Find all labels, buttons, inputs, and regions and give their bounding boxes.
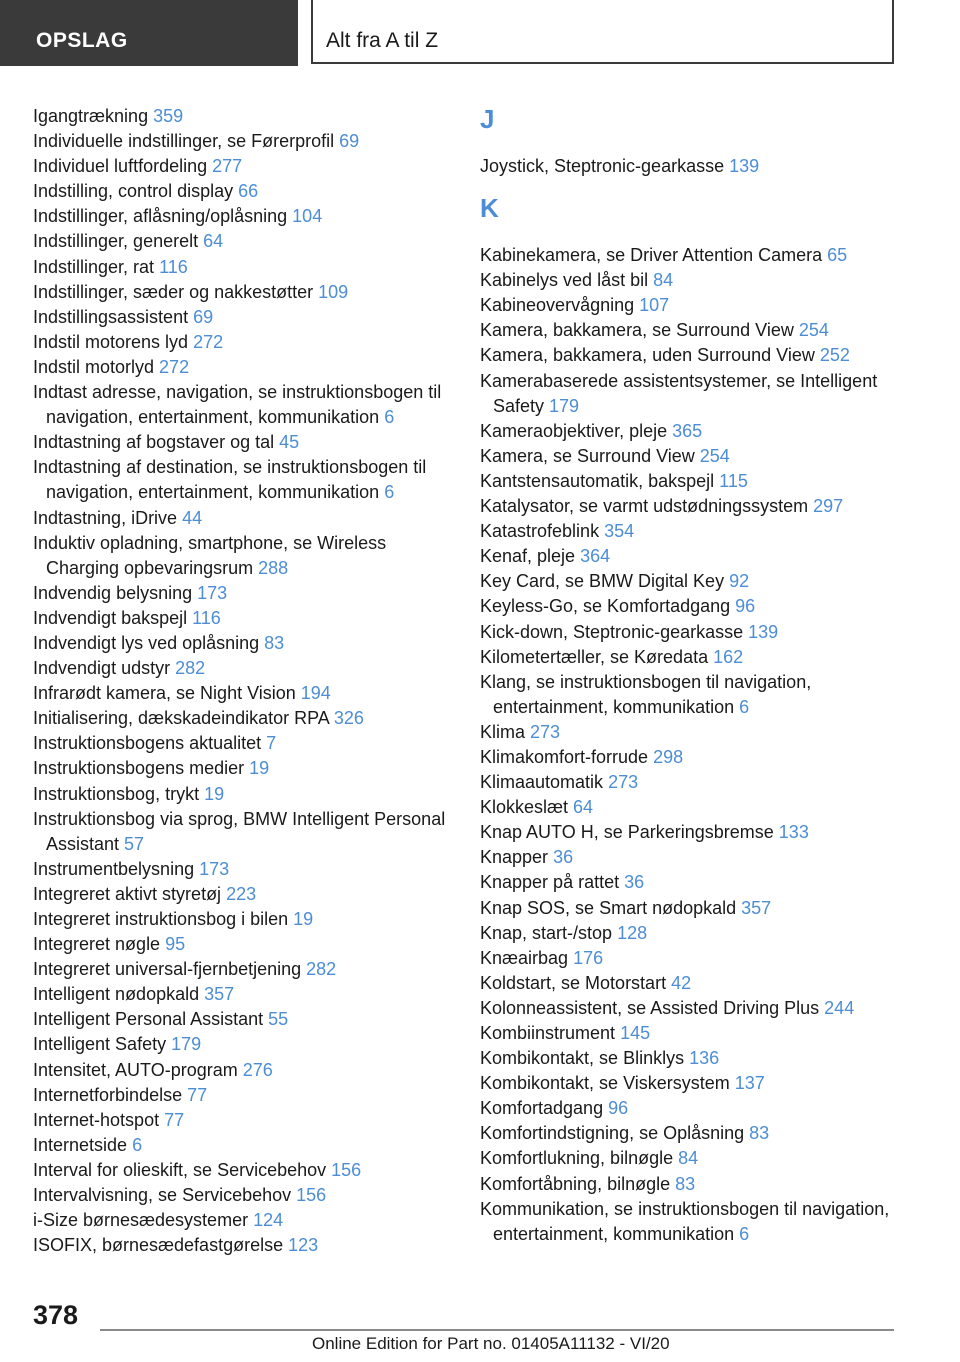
entry-term: Individuelle indstillinger, se Førerprofil xyxy=(33,131,340,152)
page-reference-link[interactable]: 19 xyxy=(249,758,270,779)
page-reference-link[interactable]: 123 xyxy=(288,1235,319,1256)
entry-term: Indvendigt udstyr xyxy=(33,658,176,679)
page-reference-link[interactable]: 42 xyxy=(671,972,692,993)
index-entry xyxy=(33,756,453,781)
index-entry xyxy=(33,681,453,706)
page-title: Alt fra A til Z xyxy=(311,0,894,64)
page-reference-link[interactable]: 176 xyxy=(573,947,604,968)
entry-term: Intensitet, AUTO-program xyxy=(33,1059,243,1080)
page-reference-link[interactable]: 354 xyxy=(604,521,635,542)
index-entry xyxy=(33,280,453,305)
entry-term: Kamera, bakkamera, se Surround View xyxy=(480,320,799,341)
entry-term: Kantstensautomatik, bakspejl xyxy=(480,470,720,491)
index-entry xyxy=(480,1046,900,1071)
page-reference-link[interactable]: 272 xyxy=(159,356,190,377)
page-reference-link[interactable]: 276 xyxy=(242,1059,273,1080)
entry-term: Intervalvisning, se Servicebehov xyxy=(33,1185,297,1206)
entry-term: Instrumentbelysning xyxy=(33,858,200,879)
index-entry xyxy=(480,243,900,268)
footer-divider xyxy=(100,1329,894,1331)
page-reference-link[interactable]: 162 xyxy=(713,646,744,667)
page-reference-link[interactable]: 44 xyxy=(182,507,203,528)
index-entry xyxy=(480,1197,900,1247)
page-reference-link[interactable]: 36 xyxy=(624,872,645,893)
page-reference-link[interactable]: 69 xyxy=(193,306,214,327)
index-entry xyxy=(33,731,453,756)
entry-term: Indstillingsassistent xyxy=(33,306,194,327)
page-reference-link[interactable]: 223 xyxy=(226,883,257,904)
entry-term: Knapper på rattet xyxy=(480,872,625,893)
index-entry xyxy=(480,369,900,419)
index-entry xyxy=(33,455,453,505)
page-reference-link[interactable]: 6 xyxy=(739,696,750,717)
index-letter-k: K xyxy=(480,193,499,224)
page-reference-link[interactable]: 83 xyxy=(675,1173,696,1194)
index-entry xyxy=(480,293,900,318)
page-reference-link[interactable]: 282 xyxy=(306,959,337,980)
index-entry xyxy=(480,1071,900,1096)
page-reference-link[interactable]: 365 xyxy=(672,420,703,441)
index-entry xyxy=(480,444,900,469)
index-entry xyxy=(33,706,453,731)
entry-term: Knæairbag xyxy=(480,947,574,968)
page-reference-link[interactable]: 109 xyxy=(318,281,349,302)
entry-term: Katalysator, se varmt udstødningssystem xyxy=(480,496,814,517)
index-entry xyxy=(33,656,453,681)
entry-term: Kombikontakt, se Viskersystem xyxy=(480,1073,735,1094)
page-reference-link[interactable]: 6 xyxy=(739,1223,750,1244)
index-entry xyxy=(33,857,453,882)
page-number: 378 xyxy=(33,1300,79,1330)
page-reference-link[interactable]: 6 xyxy=(384,482,395,503)
page-reference-link[interactable]: 64 xyxy=(573,797,594,818)
page-reference-link[interactable]: 244 xyxy=(824,997,855,1018)
index-entry xyxy=(480,720,900,745)
entry-term: Indtast adresse, navigation, se instruktionsbogen til navigation, entertainment, kommunikation xyxy=(33,382,442,428)
entry-term: Indstillinger, aflåsning/oplåsning xyxy=(33,206,293,227)
page-reference-link[interactable]: 57 xyxy=(124,833,145,854)
entry-term: Integreret aktivt styretøj xyxy=(33,883,227,904)
index-entry xyxy=(480,971,900,996)
entry-term: Indvendigt bakspejl xyxy=(33,607,193,628)
page-reference-link[interactable]: 156 xyxy=(296,1185,327,1206)
index-entry xyxy=(480,494,900,519)
page-reference-link[interactable]: 65 xyxy=(827,245,848,266)
index-entry xyxy=(33,1133,453,1158)
entry-term: Joystick, Steptronic-gearkasse xyxy=(480,156,730,176)
index-entry xyxy=(480,996,900,1021)
entry-term: Key Card, se BMW Digital Key xyxy=(480,571,730,592)
entry-term: Klimaautomatik xyxy=(480,772,609,793)
page-reference-link[interactable]: 173 xyxy=(199,858,230,879)
entry-term: Koldstart, se Motorstart xyxy=(480,972,672,993)
index-entry xyxy=(33,380,453,430)
entry-term: Kamera, se Surround View xyxy=(480,445,700,466)
page-reference-link[interactable]: 6 xyxy=(384,407,395,428)
page-reference-link[interactable]: 19 xyxy=(293,909,314,929)
entry-term: Instruktionsbogens medier xyxy=(33,758,250,779)
page-reference-link[interactable]: 104 xyxy=(292,206,323,227)
page-reference-link[interactable]: 7 xyxy=(266,733,277,754)
index-entry xyxy=(33,1007,453,1032)
index-entry xyxy=(480,1121,900,1146)
index-entry xyxy=(480,519,900,544)
page-reference-link[interactable]: 139 xyxy=(748,621,779,642)
entry-term: Internetside xyxy=(33,1134,133,1155)
page-reference-link[interactable]: 133 xyxy=(778,822,809,843)
entry-term: Indtastning, iDrive xyxy=(33,507,183,528)
entry-term: Integreret instruktionsbog i bilen xyxy=(33,909,294,929)
edition-footer: Online Edition for Part no. 01405A11132 - VI/20 xyxy=(312,1334,670,1353)
page-reference-link[interactable]: 107 xyxy=(639,295,670,316)
index-entry xyxy=(33,330,453,355)
page-reference-link[interactable]: 173 xyxy=(197,582,228,603)
page-reference-link[interactable]: 277 xyxy=(212,156,243,177)
entry-term: Kameraobjektiver, pleje xyxy=(480,420,673,441)
entry-term: Intelligent Personal Assistant xyxy=(33,1009,269,1030)
page-reference-link[interactable]: 6 xyxy=(132,1134,143,1155)
page-reference-link[interactable]: 77 xyxy=(164,1109,185,1130)
entry-term: Instruktionsbog via sprog, BMW Intelligent Personal Assistant xyxy=(33,808,446,854)
entry-term: Kommunikation, se instruktionsbogen til navigation, entertainment, kommunikation xyxy=(480,1198,890,1244)
entry-term: Klimakomfort-forrude xyxy=(480,746,654,767)
index-entry xyxy=(480,268,900,293)
index-entry xyxy=(480,1172,900,1197)
entry-term: Igangtrækning xyxy=(33,106,154,126)
page-reference-link[interactable]: 326 xyxy=(333,708,364,729)
index-entry xyxy=(33,882,453,907)
index-entry xyxy=(33,355,453,380)
index-entry xyxy=(480,896,900,921)
entry-term: Katastrofeblink xyxy=(480,521,605,542)
page-reference-link[interactable]: 136 xyxy=(689,1048,720,1069)
entry-term: Indvendigt lys ved oplåsning xyxy=(33,632,265,653)
index-entry xyxy=(33,104,453,129)
index-entry xyxy=(480,544,900,569)
page-header xyxy=(0,0,960,66)
entry-term: Kenaf, pleje xyxy=(480,546,581,567)
index-entry xyxy=(480,1146,900,1171)
page-reference-link[interactable]: 64 xyxy=(203,231,224,252)
entry-term: Komfortåbning, bilnøgle xyxy=(480,1173,676,1194)
entry-term: Knapper xyxy=(480,847,554,868)
entry-term: Integreret nøgle xyxy=(33,934,166,955)
page-reference-link[interactable]: 83 xyxy=(749,1123,770,1144)
page-reference-link[interactable]: 84 xyxy=(653,270,674,291)
entry-term: Infrarødt kamera, se Night Vision xyxy=(33,683,301,704)
index-entry xyxy=(33,229,453,254)
entry-term: Indstil motorlyd xyxy=(33,356,160,377)
index-entry xyxy=(33,1233,453,1258)
page-reference-link[interactable]: 194 xyxy=(300,683,331,704)
entry-term: Klima xyxy=(480,721,531,742)
index-entry xyxy=(480,594,900,619)
index-entry xyxy=(480,1096,900,1121)
index-entry xyxy=(480,154,900,179)
entry-term: Indtastning af destination, se instruktionsbogen til navigation, entertainment, kommunikation xyxy=(33,457,427,503)
entry-term: Kamerabaserede assistentsystemer, se Intelligent Safety xyxy=(480,370,878,416)
page-reference-link[interactable]: 282 xyxy=(175,658,206,679)
entry-term: Kick-down, Steptronic-gearkasse xyxy=(480,621,749,642)
page-reference-link[interactable]: 128 xyxy=(617,922,648,943)
entry-term: Kabinekamera, se Driver Attention Camera xyxy=(480,245,828,266)
entry-term: Komfortlukning, bilnøgle xyxy=(480,1148,679,1169)
index-list-k xyxy=(480,243,900,1247)
entry-term: Interval for olieskift, se Servicebehov xyxy=(33,1159,332,1180)
entry-term: Knap AUTO H, se Parkeringsbremse xyxy=(480,822,779,843)
index-entry xyxy=(33,154,453,179)
index-entry xyxy=(33,631,453,656)
page-reference-link[interactable]: 92 xyxy=(729,571,750,592)
page-reference-link[interactable]: 357 xyxy=(204,984,235,1005)
entry-term: Indstil motorens lyd xyxy=(33,331,194,352)
entry-term: Kombikontakt, se Blinklys xyxy=(480,1048,690,1069)
index-entry xyxy=(480,1021,900,1046)
page-reference-link[interactable]: 96 xyxy=(608,1098,629,1119)
page-reference-link[interactable]: 298 xyxy=(653,746,684,767)
entry-term: Initialisering, dækskadeindikator RPA xyxy=(33,708,334,729)
page-reference-link[interactable]: 45 xyxy=(279,432,300,453)
index-entry xyxy=(480,845,900,870)
page-reference-link[interactable]: 357 xyxy=(741,897,772,918)
page-reference-link[interactable]: 96 xyxy=(735,596,756,617)
index-entry xyxy=(480,795,900,820)
index-entry xyxy=(480,921,900,946)
entry-term: Indstilling, control display xyxy=(33,181,239,202)
index-letter-j: J xyxy=(480,104,495,134)
page-reference-link[interactable]: 252 xyxy=(819,345,850,366)
index-entry xyxy=(33,1208,453,1233)
page-reference-link[interactable]: 288 xyxy=(258,557,289,578)
entry-term: Instruktionsbogens aktualitet xyxy=(33,733,267,754)
page-reference-link[interactable]: 116 xyxy=(159,256,188,277)
page-reference-link[interactable]: 179 xyxy=(171,1034,202,1055)
entry-term: Komfortindstigning, se Oplåsning xyxy=(480,1123,750,1144)
entry-term: Intelligent Safety xyxy=(33,1034,172,1055)
entry-term: Kabineovervågning xyxy=(480,295,640,316)
letter-spacer xyxy=(480,179,900,193)
index-entry xyxy=(33,1083,453,1108)
index-entry xyxy=(480,670,900,720)
entry-term: i-Size børnesædesystemer xyxy=(33,1210,254,1231)
index-list-j xyxy=(480,154,900,179)
entry-term: Komfortadgang xyxy=(480,1098,609,1119)
entry-term: Indstillinger, sæder og nakkestøtter xyxy=(33,281,319,302)
page-reference-link[interactable]: 273 xyxy=(530,721,561,742)
index-entry xyxy=(33,982,453,1007)
index-entry xyxy=(33,430,453,455)
page-reference-link[interactable]: 84 xyxy=(678,1148,699,1169)
entry-term: Induktiv opladning, smartphone, se Wireless Charging opbevaringsrum xyxy=(33,532,387,578)
index-entry xyxy=(33,129,453,154)
page-reference-link[interactable]: 254 xyxy=(798,320,829,341)
entry-term: Klokkeslæt xyxy=(480,797,574,818)
section-label: OPSLAG xyxy=(0,0,298,66)
index-entry xyxy=(33,907,453,932)
index-entry xyxy=(33,1158,453,1183)
index-entry xyxy=(33,204,453,229)
entry-term: Kabinelys ved låst bil xyxy=(480,270,654,291)
index-entry xyxy=(33,255,453,280)
index-entry xyxy=(480,870,900,895)
index-entry xyxy=(33,305,453,330)
index-entry xyxy=(480,318,900,343)
index-entry xyxy=(33,1032,453,1057)
index-entry xyxy=(480,770,900,795)
page-reference-link[interactable]: 359 xyxy=(153,106,184,126)
index-entry xyxy=(33,506,453,531)
page-reference-link[interactable]: 254 xyxy=(699,445,730,466)
index-entry xyxy=(33,807,453,857)
page-reference-link[interactable]: 124 xyxy=(253,1210,284,1231)
index-entry xyxy=(33,1058,453,1083)
entry-term: Knap SOS, se Smart nødopkald xyxy=(480,897,742,918)
index-entry xyxy=(480,343,900,368)
index-entry xyxy=(33,1183,453,1208)
entry-term: Knap, start-/stop xyxy=(480,922,618,943)
entry-term: Indstillinger, generelt xyxy=(33,231,204,252)
page-reference-link[interactable]: 273 xyxy=(608,772,639,793)
index-entry xyxy=(480,946,900,971)
index-entry xyxy=(480,569,900,594)
entry-term: Kombiinstrument xyxy=(480,1023,621,1043)
entry-term: Intelligent nødopkald xyxy=(33,984,205,1005)
index-entry xyxy=(480,419,900,444)
entry-term: Indtastning af bogstaver og tal xyxy=(33,432,280,453)
page-reference-link[interactable]: 36 xyxy=(553,847,574,868)
entry-term: ISOFIX, børnesædefastgørelse xyxy=(33,1235,289,1256)
page-reference-link[interactable]: 297 xyxy=(813,496,844,517)
page-reference-link[interactable]: 83 xyxy=(264,632,285,653)
index-entry xyxy=(33,957,453,982)
index-entry xyxy=(480,745,900,770)
page-reference-link[interactable]: 137 xyxy=(734,1073,765,1094)
page-reference-link[interactable]: 66 xyxy=(238,181,259,202)
entry-term: Kolonneassistent, se Assisted Driving Plus xyxy=(480,997,825,1018)
index-entry xyxy=(33,782,453,807)
entry-term: Klang, se instruktionsbogen til navigation, entertainment, kommunikation xyxy=(480,671,812,717)
entry-term: Keyless-Go, se Komfortadgang xyxy=(480,596,736,617)
page-reference-link[interactable]: 179 xyxy=(549,395,580,416)
entry-term: Indvendig belysning xyxy=(33,582,198,603)
page-reference-link[interactable]: 145 xyxy=(620,1023,651,1043)
page-reference-link[interactable]: 139 xyxy=(729,156,760,176)
page-reference-link[interactable]: 364 xyxy=(580,546,611,567)
index-column-right xyxy=(480,104,900,1247)
index-entry xyxy=(480,620,900,645)
index-entry xyxy=(33,179,453,204)
page-reference-link[interactable]: 156 xyxy=(331,1159,362,1180)
entry-term: Indstillinger, rat xyxy=(33,256,160,277)
entry-term: Internet-hotspot xyxy=(33,1109,165,1130)
index-entry xyxy=(480,645,900,670)
index-column-left xyxy=(33,104,453,1258)
index-entry xyxy=(480,469,900,494)
page-reference-link[interactable]: 77 xyxy=(187,1084,208,1105)
index-entry xyxy=(33,932,453,957)
index-entry xyxy=(33,531,453,581)
page-reference-link[interactable]: 272 xyxy=(193,331,224,352)
page-reference-link[interactable]: 69 xyxy=(339,131,360,152)
page-reference-link[interactable]: 95 xyxy=(165,934,186,955)
page-reference-link[interactable]: 115 xyxy=(719,470,748,491)
index-entry xyxy=(480,820,900,845)
index-entry xyxy=(33,581,453,606)
page-reference-link[interactable]: 19 xyxy=(204,783,225,804)
page-reference-link[interactable]: 55 xyxy=(268,1009,289,1030)
entry-term: Instruktionsbog, trykt xyxy=(33,783,205,804)
entry-term: Kamera, bakkamera, uden Surround View xyxy=(480,345,820,366)
page-reference-link[interactable]: 116 xyxy=(192,607,221,628)
entry-term: Kilometertæller, se Køredata xyxy=(480,646,714,667)
index-entry xyxy=(33,1108,453,1133)
entry-term: Internetforbindelse xyxy=(33,1084,188,1105)
entry-term: Integreret universal-fjernbetjening xyxy=(33,959,307,980)
entry-term: Individuel luftfordeling xyxy=(33,156,213,177)
index-entry xyxy=(33,606,453,631)
